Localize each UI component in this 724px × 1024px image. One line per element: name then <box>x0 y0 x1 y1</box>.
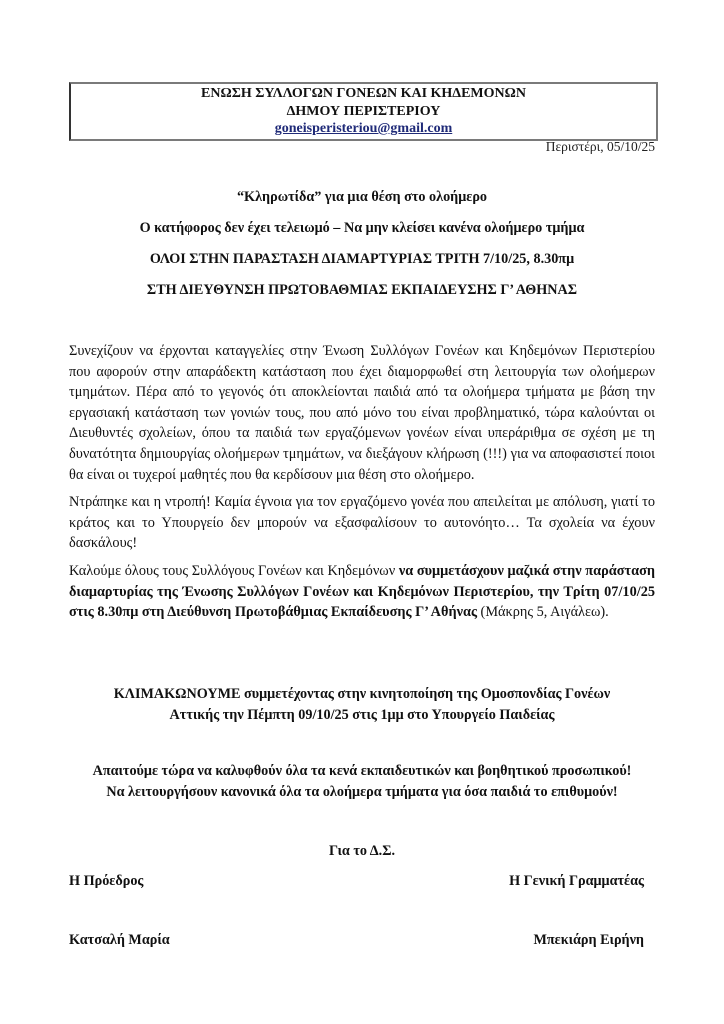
demand-line: Απαιτούμε τώρα να καλυφθούν όλα τα κενά εκπαιδευτικών και βοηθητικού προσωπικού! <box>92 763 632 779</box>
escalation-line: Αττικής την Πέμπτη 09/10/25 στις 1μμ στο Υπουργείο Παιδείας <box>169 706 555 723</box>
title-line: ΟΛΟΙ ΣΤΗΝ ΠΑΡΑΣΤΑΣΗ ΔΙΑΜΑΡΤΥΡΙΑΣ ΤΡΙΤΗ 7/10/25, 8.30πμ <box>149 251 575 267</box>
escalation-block <box>60 684 664 725</box>
title-block <box>60 187 664 311</box>
email-link[interactable]: goneisperisteriou@gmail.com <box>274 121 453 136</box>
escalation-line: ΚΛΙΜΑΚΩΝΟΥΜΕ συμμετέχοντας στην κινητοποίηση της Ομοσπονδίας Γονέων <box>113 686 611 702</box>
letterhead-org-name: ΕΝΩΣΗ ΣΥΛΛΟΓΩΝ ΓΟΝΕΩΝ ΚΑΙ ΚΗΔΕΜΟΝΩΝ <box>201 86 526 101</box>
secretary-role: Η Γενική Γραμματέας <box>509 873 644 889</box>
board-signoff: Για το Δ.Σ. <box>328 843 396 859</box>
call-details: να συμμετάσχουν μαζικά στην παράσταση διαμαρτυρίας της Ένωσης Συλλόγων Γονέων και Κηδεμόνων Περιστερίου, την Τρίτη 07/10/25 στις 8.30πμ στη Διεύθυνση Πρωτοβάθμιας Εκπαίδευσης Γ’ Αθήνας <box>69 562 655 621</box>
paragraph-shame: Ντράπηκε και η ντροπή! Καμία έγνοια για τον εργαζόμενο γονέα που απειλείται με απόλυση, γιατί το κράτος και το Υπουργείο δεν μπορούν να εξασφαλίσουν το αυτονόητο… Τα σχολεία να έχουν δασκάλους! <box>69 494 655 552</box>
letterhead-municipality: ΔΗΜΟΥ ΠΕΡΙΣΤΕΡΙΟΥ <box>286 103 441 119</box>
demands-block <box>60 761 664 802</box>
president-name: Κατσαλή Μαρία <box>69 932 170 948</box>
title-line: ΣΤΗ ΔΙΕΥΘΥΝΣΗ ΠΡΩΤΟΒΑΘΜΙΑΣ ΕΚΠΑΙΔΕΥΣΗΣ Γ’ ΑΘΗΝΑΣ <box>146 282 578 298</box>
demand-line: Να λειτουργήσουν κανονικά όλα τα ολοήμερα τμήματα για όσα παιδιά το επιθυμούν! <box>106 783 618 800</box>
paragraph-call-to-action <box>69 561 655 623</box>
call-intro: Καλούμε όλους τους Συλλόγους Γονέων και Κηδεμόνων <box>69 562 399 579</box>
title-line: Ο κατήφορος δεν έχει τελειωμό – Να μην κλείσει κανένα ολοήμερο τμήμα <box>139 220 585 236</box>
body-text <box>69 341 655 630</box>
secretary-name: Μπεκιάρη Ειρήνη <box>533 932 644 948</box>
title-line: “Κληρωτίδα” για μια θέση στο ολοήμερο <box>236 189 488 205</box>
paragraph-complaints: Συνεχίζουν να έρχονται καταγγελίες στην Ένωση Συλλόγων Γονέων και Κηδεμόνων Περιστερίου που αφορούν στην απαράδεκτη κατάσταση που έχει διαμορφωθεί στη λειτουργία των ολοήμερων τμημάτων. Πέρα από το γεγονός ότι αποκλείονται παιδιά από τα ολοήμερα τμήματα με βάση την εργασιακή κατάσταση των γονιών τους, που από μόνο του είναι προβληματικό, τώρα καλούνται οι Διευθυντές σχολείων, όπου τα παιδιά των εργαζόμενων γονέων είναι υπεράριθμα σε σχέση με τη δυνατότητα δημιουργίας ολοήμερων τμημάτων, να διεξάγουν κλήρωση (!!!) για να αποφασιστεί ποιοι θα είναι οι τυχεροί μαθητές που θα κερδίσουν μια θέση στο ολοήμερο. <box>69 343 655 483</box>
call-address: (Μάκρης 5, Αιγάλεω). <box>476 604 609 621</box>
letterhead-box <box>69 82 658 141</box>
president-role: Η Πρόεδρος <box>69 873 144 889</box>
place-date: Περιστέρι, 05/10/25 <box>545 139 655 154</box>
